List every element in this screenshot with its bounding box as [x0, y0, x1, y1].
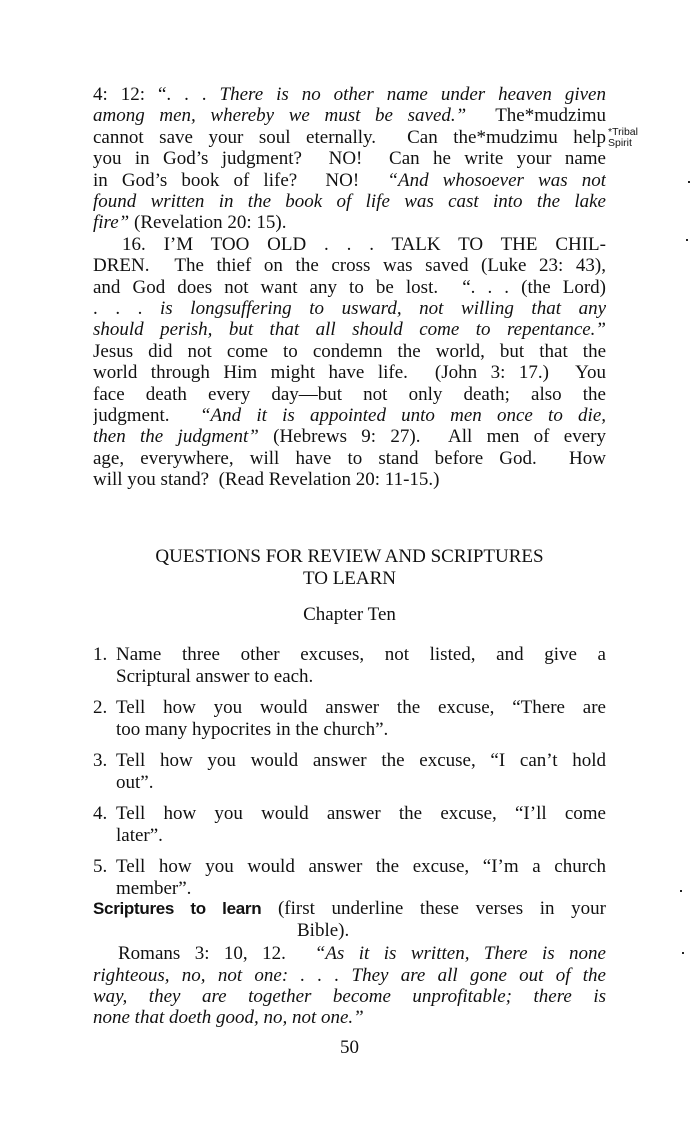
text-segment: face death every day—but not only death; also the	[93, 383, 606, 405]
margin-note-line: *Tribal	[608, 126, 638, 138]
italic-text: way, they are together become unprofitable; there is	[93, 986, 606, 1007]
text-line	[93, 856, 107, 877]
italic-text: fire”	[93, 212, 130, 234]
text-segment: 3.	[93, 750, 108, 771]
text-line	[93, 319, 606, 340]
text-line	[116, 644, 606, 665]
text-line	[93, 148, 606, 169]
bold-text: Scriptures to learn	[93, 899, 262, 918]
text-line	[297, 920, 349, 941]
text-line	[116, 825, 163, 846]
text-line	[93, 697, 107, 718]
italic-text: then the judgment”	[93, 426, 259, 448]
text-segment: DREN. The thief on the cross was saved (Luke 23: 43),	[93, 255, 606, 277]
text-segment: 50	[340, 1037, 359, 1058]
italic-text: is longsuffering to usward, not willing that any	[160, 298, 606, 319]
text-line	[93, 750, 107, 771]
text-line	[93, 84, 606, 105]
text-segment: cannot save your soul eternally. Can the*mudzimu help	[93, 126, 606, 148]
margin-note-line: Spirit	[608, 137, 632, 149]
text-line	[116, 856, 606, 877]
text-line	[122, 234, 606, 255]
text-segment: world through Him might have life. (John 3: 17.) You	[93, 362, 606, 384]
text-segment: Tell how you would answer the excuse, “I’ll come	[116, 803, 606, 824]
italic-text: “And it is appointed unto men once to die,	[199, 405, 606, 426]
text-segment: too many hypocrites in the church”.	[116, 719, 389, 740]
text-segment: and God does not want any to be lost. “. . . (the Lord)	[93, 276, 606, 298]
text-line	[93, 127, 606, 148]
text-segment: The*mudzimu	[466, 105, 606, 127]
text-segment: 4.	[93, 803, 108, 824]
text-line	[93, 644, 107, 665]
text-segment: in God’s book of life? NO!	[93, 169, 388, 191]
italic-text: found written in the book of life was cast into the lake	[93, 191, 606, 212]
page-number	[93, 1037, 606, 1058]
text-segment: Name three other excuses, not listed, and give a	[116, 644, 606, 665]
text-segment: Romans 3: 10, 12.	[118, 943, 315, 964]
text-segment: Chapter Ten	[303, 604, 396, 625]
text-line	[93, 1007, 364, 1028]
text-segment: 16. I’M TOO OLD . . . TALK TO THE CHIL-	[122, 233, 606, 255]
text-segment: (Hebrews 9: 27). All men of every	[258, 426, 606, 448]
text-line	[93, 105, 606, 126]
text-segment: Scriptural answer to each.	[116, 666, 314, 687]
text-line	[93, 965, 606, 986]
text-line	[116, 719, 388, 740]
text-line	[93, 384, 606, 405]
text-line	[118, 943, 606, 964]
text-segment: Tell how you would answer the excuse, “I can’t hold	[116, 750, 606, 771]
text-segment: (Revelation 20: 15).	[129, 212, 287, 234]
italic-text: should perish, but that all should come to repentance.”	[93, 319, 606, 341]
text-line	[116, 666, 313, 687]
speck	[686, 239, 688, 241]
text-segment: . . .	[93, 298, 161, 319]
section-heading	[93, 546, 606, 567]
text-line	[93, 448, 606, 469]
text-segment: out”.	[116, 772, 154, 793]
text-segment: 4: 12: “. . .	[93, 84, 220, 105]
text-segment: 1.	[93, 644, 108, 665]
italic-text: none that doeth good, no, not one.”	[93, 1007, 364, 1028]
text-line	[116, 750, 606, 771]
text-segment: member”.	[116, 878, 192, 899]
text-segment: QUESTIONS FOR REVIEW AND SCRIPTURES	[155, 546, 544, 567]
text-line	[93, 803, 107, 824]
text-line	[93, 170, 606, 191]
section-heading	[93, 568, 606, 589]
text-segment: you in God’s judgment? NO! Can he write your name	[93, 148, 606, 170]
text-line	[93, 191, 606, 212]
italic-text: “And whosoever was not	[387, 169, 606, 191]
italic-text: righteous, no, not one: . . . They are all gone out of the	[93, 965, 606, 986]
text-line	[93, 298, 606, 319]
text-line	[93, 898, 606, 919]
text-segment: age, everywhere, will have to stand before God. How	[93, 447, 606, 469]
text-segment: Jesus did not come to condemn the world, but that the	[93, 340, 606, 362]
text-segment: judgment.	[93, 405, 200, 426]
speck	[688, 181, 690, 183]
text-line	[93, 405, 606, 426]
text-line	[116, 878, 191, 899]
italic-text: There is no other name under heaven given	[219, 84, 606, 105]
text-segment: Bible).	[297, 920, 350, 941]
text-line	[93, 212, 606, 233]
italic-text: “As it is written, There is none	[314, 943, 606, 964]
margin-note	[608, 127, 638, 149]
text-line	[93, 426, 606, 447]
text-segment: Tell how you would answer the excuse, “There are	[116, 697, 606, 718]
text-line	[116, 697, 606, 718]
text-segment: later”.	[116, 825, 163, 846]
chapter-subtitle	[93, 604, 606, 625]
text-line	[93, 362, 606, 383]
text-segment: (first underline these verses in your	[261, 898, 606, 919]
text-segment: will you stand? (Read Revelation 20: 11-15.)	[93, 469, 440, 491]
text-segment: TO LEARN	[302, 568, 397, 589]
text-line	[116, 772, 153, 793]
text-line	[93, 341, 606, 362]
italic-text: among men, whereby we must be saved.”	[93, 105, 467, 127]
text-segment: 2.	[93, 697, 108, 718]
text-line	[93, 277, 606, 298]
text-line	[116, 803, 606, 824]
text-line	[93, 255, 606, 276]
text-segment: Tell how you would answer the excuse, “I’m a church	[116, 856, 606, 877]
text-segment: 5.	[93, 856, 108, 877]
text-line	[93, 986, 606, 1007]
speck	[682, 952, 684, 954]
text-line	[93, 469, 606, 490]
speck	[680, 890, 682, 892]
